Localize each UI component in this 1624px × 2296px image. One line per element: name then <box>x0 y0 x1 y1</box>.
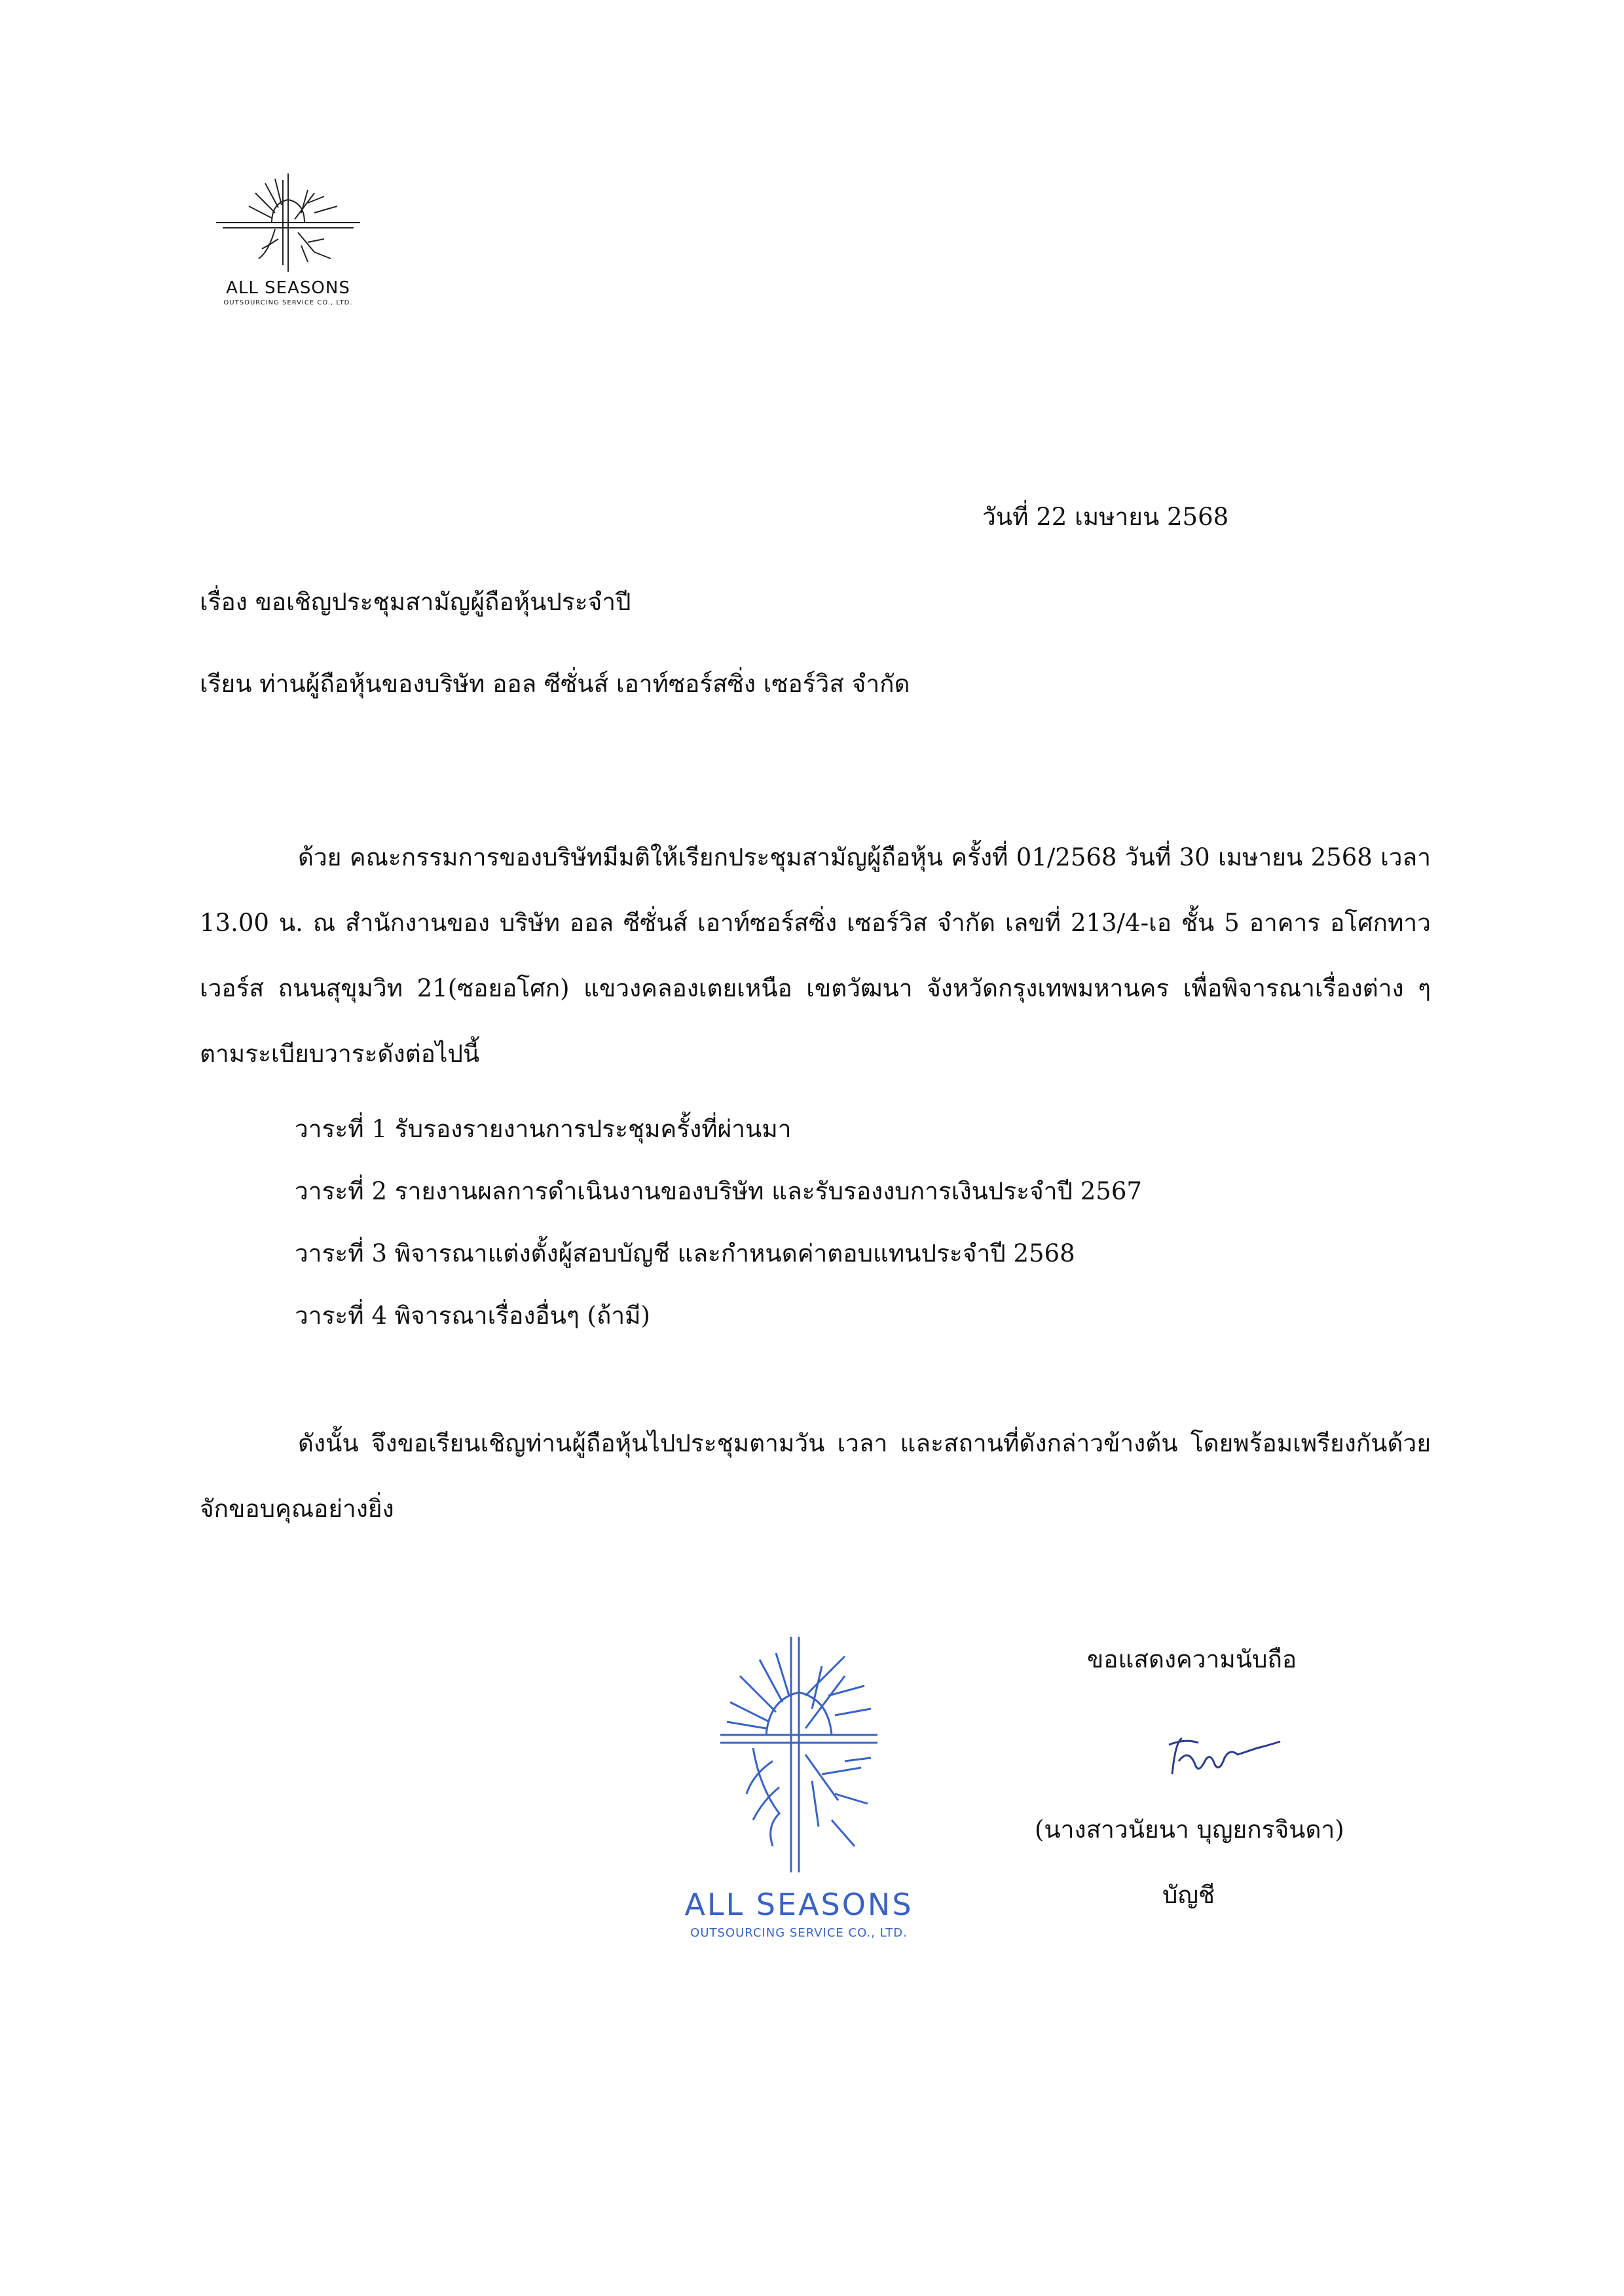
all-seasons-emblem-icon <box>210 167 367 278</box>
letter-subject: เรื่อง ขอเชิญประชุมสามัญผู้ถือหุ้นประจำปี <box>200 588 631 616</box>
agenda-item: วาระที่ 4 พิจารณาเรื่องอื่นๆ (ถ้ามี) <box>295 1302 650 1330</box>
company-stamp <box>674 1630 923 1940</box>
letter-date: วันที่ 22 เมษายน 2568 <box>982 503 1229 531</box>
agenda-item: วาระที่ 3 พิจารณาแต่งตั้งผู้สอบบัญชี และกำหนดค่าตอบแทนประจำปี 2568 <box>295 1239 1075 1267</box>
signatory-position: บัญชี <box>1162 1881 1215 1909</box>
closing-phrase: ขอแสดงความนับถือ <box>1087 1645 1297 1673</box>
company-logo <box>206 167 370 306</box>
body-paragraph-1: ด้วย คณะกรรมการของบริษัทมีมติให้เรียกประชุมสามัญผู้ถือหุ้น ครั้งที่ 01/2568 วันที่ 30 เมษายน 2568 เวลา 13.00 น. ณ สำนักงานของ บริษัท ออล ซีซั่นส์ เอาท์ซอร์สซิ่ง เซอร์วิส จำกัด เลขที่ 213/4-เอ ชั้น 5 อาคาร อโศกทาวเวอร์ส ถนนสุขุมวิท 21(ซอยอโศก) แขวงคลองเตยเหนือ เขตวัฒนา จังหวัดกรุงเทพมหานคร เพื่อพิจารณาเรื่องต่าง ๆ ตามระเบียบวาระดังต่อไปนี้ <box>200 843 1431 1068</box>
body-paragraph-2: ดังนั้น จึงขอเรียนเชิญท่านผู้ถือหุ้นไปประชุมตามวัน เวลา และสถานที่ดังกล่าวข้างต้น โดยพร้อมเพรียงกันด้วย จักขอบคุณอย่างยิ่ง <box>200 1429 1431 1523</box>
stamp-company-subtitle: OUTSOURCING SERVICE CO., LTD. <box>690 1926 908 1940</box>
stamp-company-name: ALL SEASONS <box>684 1887 913 1922</box>
company-subtitle: OUTSOURCING SERVICE CO., LTD. <box>223 299 353 306</box>
stamp-emblem-icon <box>714 1630 884 1879</box>
agenda-item: วาระที่ 1 รับรองรายงานการประชุมครั้งที่ผ่านมา <box>295 1115 792 1143</box>
signature-icon <box>1159 1728 1290 1787</box>
agenda-item: วาระที่ 2 รายงานผลการดำเนินงานของบริษัท และรับรองงบการเงินประจำปี 2567 <box>295 1177 1142 1205</box>
company-name: ALL SEASONS <box>226 278 350 298</box>
letter-recipient: เรียน ท่านผู้ถือหุ้นของบริษัท ออล ซีซั่นส์ เอาท์ซอร์สซิ่ง เซอร์วิส จำกัด <box>200 670 910 698</box>
signatory-name: (นางสาวนัยนา บุญยกรจินดา) <box>1035 1815 1344 1844</box>
